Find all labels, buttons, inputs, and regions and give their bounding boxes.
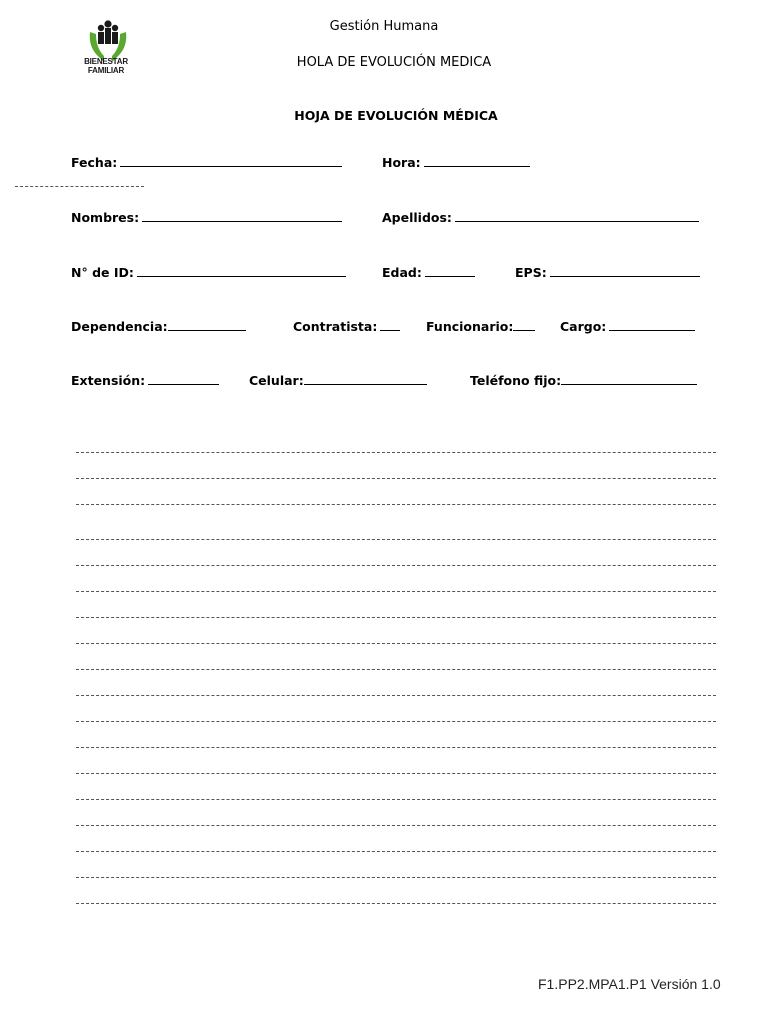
funcionario-label: Funcionario: — [426, 319, 514, 334]
apellidos-label: Apellidos: — [382, 210, 452, 225]
writing-line[interactable] — [76, 643, 716, 644]
writing-line[interactable] — [76, 773, 716, 774]
contratista-blank[interactable] — [380, 318, 400, 331]
eps-label: EPS: — [515, 265, 547, 280]
writing-line[interactable] — [76, 591, 716, 592]
writing-line[interactable] — [76, 695, 716, 696]
hora-blank[interactable] — [424, 154, 530, 167]
hora-field[interactable] — [382, 154, 530, 170]
dependencia-field[interactable] — [71, 318, 246, 334]
document-code: F1.PP2.MPA1.P1 Versión 1.0 — [538, 976, 721, 992]
writing-line[interactable] — [76, 851, 716, 852]
telefono-field[interactable] — [470, 372, 697, 388]
writing-line[interactable] — [76, 903, 716, 904]
extension-blank[interactable] — [148, 372, 219, 385]
fecha-blank[interactable] — [120, 154, 342, 167]
edad-label: Edad: — [382, 265, 422, 280]
logo-text-line1: BIENESTAR — [84, 57, 128, 66]
writing-line[interactable] — [76, 539, 716, 540]
nombres-blank[interactable] — [142, 209, 342, 222]
writing-line[interactable] — [76, 504, 716, 505]
writing-line[interactable] — [76, 877, 716, 878]
writing-line[interactable] — [76, 825, 716, 826]
cargo-field[interactable] — [560, 318, 695, 334]
nombres-label: Nombres: — [71, 210, 140, 225]
writing-line[interactable] — [76, 799, 716, 800]
apellidos-blank[interactable] — [455, 209, 699, 222]
fecha-field[interactable] — [71, 154, 342, 170]
dependencia-blank[interactable] — [168, 318, 246, 331]
dependencia-label: Dependencia: — [71, 319, 168, 334]
extension-label: Extensión: — [71, 373, 146, 388]
writing-line[interactable] — [76, 617, 716, 618]
celular-field[interactable] — [249, 372, 427, 388]
writing-line[interactable] — [76, 721, 716, 722]
document-subtitle: HOLA DE EVOLUCIÓN MEDICA — [296, 55, 492, 70]
celular-blank[interactable] — [304, 372, 427, 385]
celular-label: Celular: — [249, 373, 304, 388]
telefono-label: Teléfono fijo: — [470, 373, 562, 388]
telefono-blank[interactable] — [561, 372, 697, 385]
id-label: N° de ID: — [71, 265, 134, 280]
hora-label: Hora: — [382, 155, 421, 170]
extension-field[interactable] — [71, 372, 219, 388]
logo-text-line2: FAMILIAR — [87, 66, 125, 75]
funcionario-field[interactable] — [426, 318, 535, 334]
cargo-blank[interactable] — [609, 318, 695, 331]
cargo-label: Cargo: — [560, 319, 607, 334]
edad-field[interactable] — [382, 264, 475, 280]
writing-line[interactable] — [76, 478, 716, 479]
id-blank[interactable] — [137, 264, 346, 277]
funcionario-blank[interactable] — [513, 318, 535, 331]
id-field[interactable] — [71, 264, 346, 280]
fecha-label: Fecha: — [71, 155, 118, 170]
writing-line[interactable] — [76, 669, 716, 670]
apellidos-field[interactable] — [382, 209, 699, 225]
nombres-field[interactable] — [71, 209, 342, 225]
contratista-field[interactable] — [293, 318, 400, 334]
edad-blank[interactable] — [425, 264, 475, 277]
department-heading: Gestión Humana — [329, 19, 439, 34]
writing-line[interactable] — [76, 452, 716, 453]
eps-blank[interactable] — [550, 264, 700, 277]
writing-line[interactable] — [76, 565, 716, 566]
contratista-label: Contratista: — [293, 319, 378, 334]
eps-field[interactable] — [515, 264, 700, 280]
stray-dashed-line — [15, 186, 144, 187]
form-title: HOJA DE EVOLUCIÓN MÉDICA — [294, 108, 498, 123]
writing-line[interactable] — [76, 747, 716, 748]
